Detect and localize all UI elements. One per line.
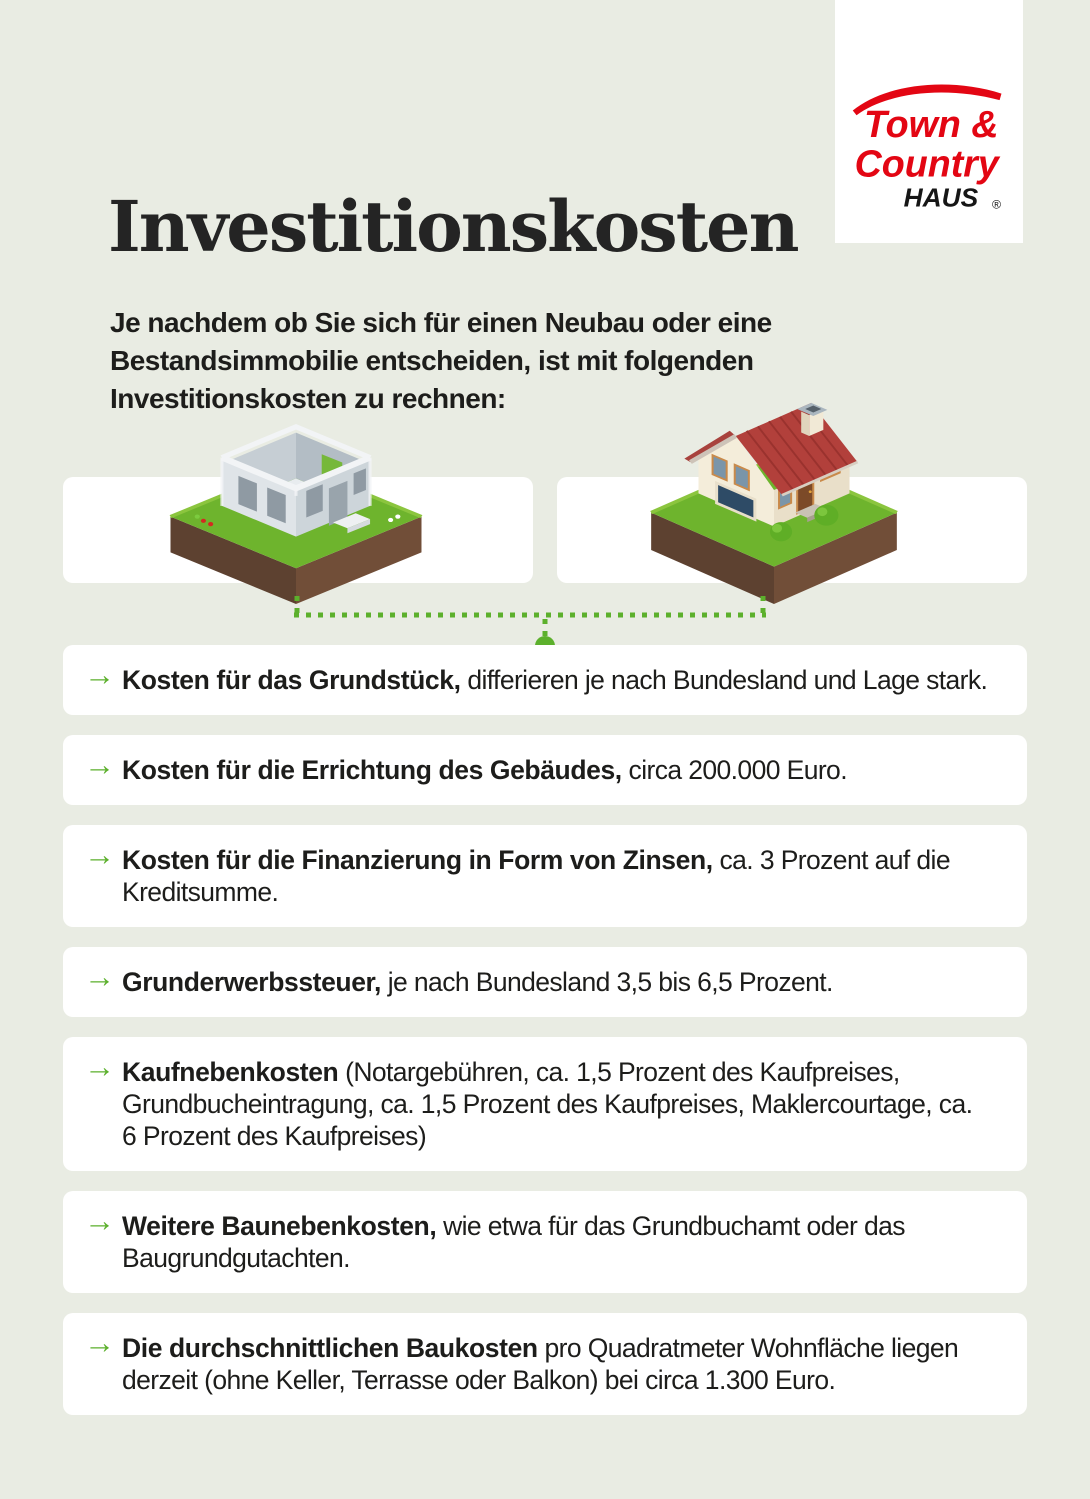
arrow-right-icon: → (84, 1325, 115, 1360)
arrow-right-icon: → (84, 837, 115, 872)
list-item-grundstueck (63, 645, 1027, 715)
arrow-right-icon: → (84, 1203, 115, 1238)
item-text (122, 1210, 989, 1274)
logo-line1: Town & (864, 102, 999, 145)
item-text (122, 754, 989, 786)
item-desc: wie etwa für das Grundbuchamt oder das Baugrundgutachten. (122, 1211, 905, 1273)
item-title: Kaufnebenkosten (122, 1057, 339, 1087)
item-title: Kosten für das Grundstück, (122, 665, 461, 695)
logo-line2: Country (854, 142, 999, 185)
list-item-kaufnebenkosten (63, 1037, 1027, 1171)
bush (814, 505, 838, 526)
item-text (122, 1332, 989, 1396)
item-text (122, 664, 989, 696)
arrow-right-icon: → (84, 747, 115, 782)
arrow-right-icon: → (84, 657, 115, 692)
item-desc: pro Quadratmeter Wohnfläche liegen derzeit (ohne Keller, Terrasse oder Balkon) bei circa 1.300 Euro. (122, 1333, 959, 1395)
list-item-grunderwerbssteuer (63, 947, 1027, 1017)
town-country-logo-box (835, 0, 1023, 243)
list-item-baunebenkosten (63, 1191, 1027, 1293)
item-title: Die durchschnittlichen Baukosten (122, 1333, 538, 1363)
logo-registered-mark: ® (992, 197, 1002, 212)
item-title: Kosten für die Errichtung des Gebäudes, (122, 755, 622, 785)
item-desc: differieren je nach Bundesland und Lage stark. (467, 665, 988, 695)
cost-items-list (63, 645, 1027, 1435)
item-text (122, 844, 989, 908)
finished-house-illustration (628, 382, 920, 604)
page-title: Investitionskosten (108, 184, 798, 268)
item-desc: circa 200.000 Euro. (628, 755, 847, 785)
construction-house-illustration (152, 396, 440, 604)
list-item-errichtung (63, 735, 1027, 805)
logo-line3: HAUS (903, 182, 979, 213)
bush (770, 522, 792, 541)
item-title: Grunderwerbssteuer, (122, 967, 381, 997)
item-title: Kosten für die Finanzierung in Form von Zinsen, (122, 845, 713, 875)
item-text (122, 966, 989, 998)
arrow-right-icon: → (84, 959, 115, 994)
item-title: Weitere Baunebenkosten, (122, 1211, 437, 1241)
item-text (122, 1056, 989, 1152)
item-desc: ca. 3 Prozent auf die Kreditsumme. (122, 845, 950, 907)
list-item-finanzierung (63, 825, 1027, 927)
list-item-baukosten (63, 1313, 1027, 1415)
item-desc: (Notargebühren, ca. 1,5 Prozent des Kaufpreises, Grundbucheintragung, ca. 1,5 Prozent des Kaufpreises, Maklercourtage, ca. 6 Prozent des Kaufpreises) (122, 1057, 973, 1151)
door-knob (809, 490, 812, 493)
arrow-right-icon: → (84, 1049, 115, 1084)
town-country-logo (849, 76, 1009, 226)
intro-text: Je nachdem ob Sie sich für einen Neubau oder eine Bestandsimmobilie entscheiden, ist mit folgenden Investitionskosten zu rechnen: (110, 307, 772, 414)
item-desc: je nach Bundesland 3,5 bis 6,5 Prozent. (387, 967, 833, 997)
